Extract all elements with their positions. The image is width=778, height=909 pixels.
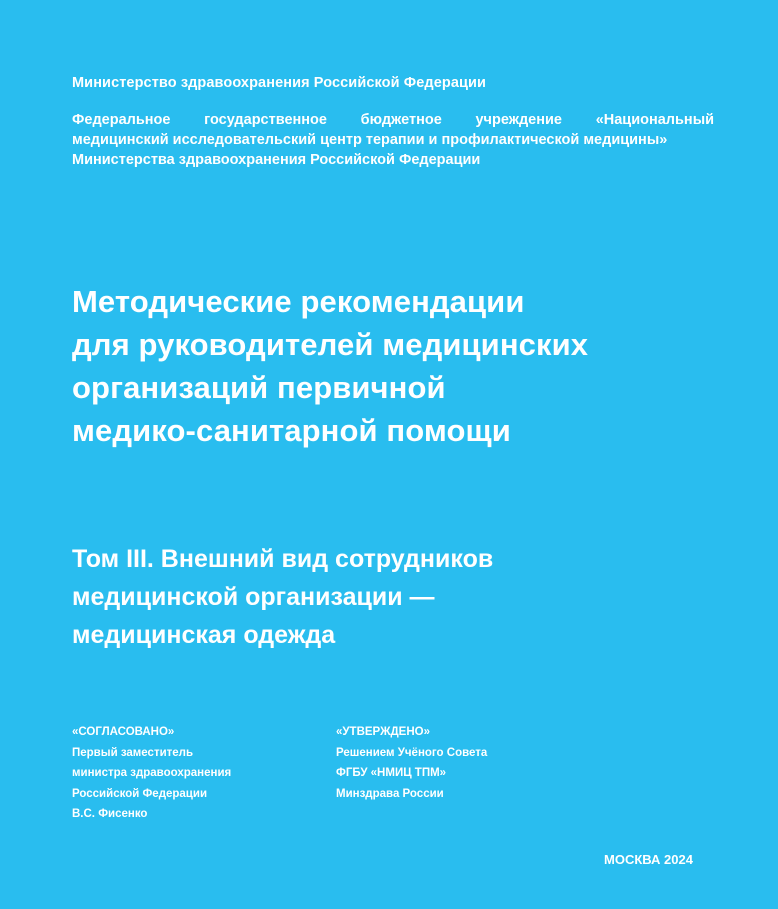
agreed-signatory: В.С. Фисенко [72, 808, 148, 820]
approved-line: ФГБУ «НМИЦ ТПМ» [336, 767, 447, 779]
title-line: медико-санитарной помощи [72, 413, 511, 448]
institution-line: Министерства здравоохранения Российской Федерации [72, 152, 481, 168]
agreed-line: Российской Федерации [72, 787, 208, 800]
approved-line: Решением Учёного Совета [336, 746, 488, 759]
title-line: для руководителей медицинских [72, 327, 589, 362]
title-line: Методические рекомендации [72, 284, 525, 319]
approved-line: Минздрава России [336, 787, 444, 800]
institution-line: медицинский исследовательский центр терапии и профилактической медицины» [72, 132, 668, 148]
agreed-line: министра здравоохранения [72, 767, 232, 779]
institution-name [72, 110, 714, 170]
volume-title-line: медицинской организации — [72, 583, 435, 611]
agreed-block [72, 722, 231, 825]
volume-title-line: медицинская одежда [72, 621, 336, 649]
approved-heading: «УТВЕРЖДЕНО» [336, 726, 430, 738]
title-line: организаций первичной [72, 370, 446, 405]
volume-title [72, 540, 752, 654]
publication-city-year: МОСКВА 2024 [604, 852, 693, 867]
approved-block [336, 722, 487, 804]
agreed-line: Первый заместитель [72, 746, 194, 759]
document-title [72, 280, 752, 452]
volume-title-line: Том III. Внешний вид сотрудников [72, 545, 494, 573]
institution-line: Федеральное государственное бюджетное учреждение «Национальный [72, 112, 714, 128]
agreed-heading: «СОГЛАСОВАНО» [72, 726, 175, 738]
ministry-name: Министерство здравоохранения Российской Федерации [72, 75, 487, 91]
